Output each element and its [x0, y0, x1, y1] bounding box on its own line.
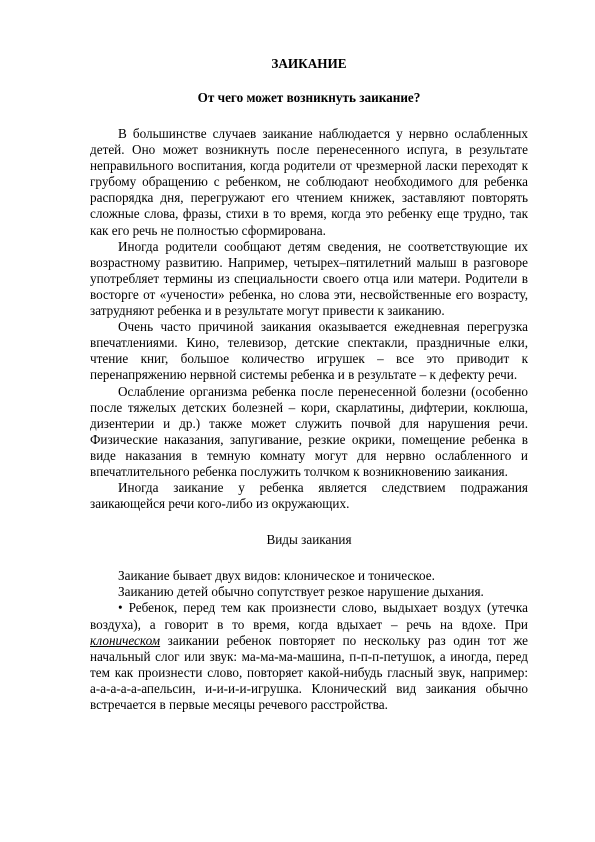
section-spacer — [90, 512, 528, 532]
emphasized-term: клоническом — [90, 632, 161, 648]
paragraph-1: В большинстве случаев заикание наблюдается у нервно ослабленных детей. Оно может возникнуть после перенесенного испуга, в результате неправильного воспитания, когда родители от чрезмерной ласки переходят к грубому обращению с ребенком, не соблюдают необходимого для ребенка распорядка дня, перегружают его чтением книжек, заставляют повторять сложные слова, фразы, стихи в то время, когда это ребенку еще трудно, так как его речь не полностью сформирована. — [90, 126, 528, 238]
paragraph-5: Иногда заикание у ребенка является следствием подражания заикающейся речи кого-либо из окружающих. — [90, 480, 528, 512]
paragraph-3: Очень часто причиной заикания оказывается ежедневная перегрузка впечатлениями. Кино, телевизор, детские спектакли, праздничные елки, чтение книг, большое количество игрушек – все это приводит к перенапряжению нервной системы ребенка и в результате – к дефекту речи. — [90, 319, 528, 383]
paragraph-8-part1: • Ребенок, перед тем как произнести слово, выдыхает воздух (утечка воздуха), а говорит в то время, когда вдыхает – речь на вдохе. При — [90, 600, 528, 632]
paragraph-7: Заиканию детей обычно сопутствует резкое нарушение дыхания. — [118, 584, 484, 600]
paragraph-6: Заикание бывает двух видов: клоническое и тоническое. — [118, 568, 435, 584]
paragraph-4: Ослабление организма ребенка после перенесенной болезни (особенно после тяжелых детских болезней – кори, скарлатины, дифтерии, коклюша, дизентерии и др.) также может служить почвой для нарушения речи. Физические наказания, запугивание, резкие окрики, помещение ребенка в виде наказания в темную комнату могут для нервно ослабленного и впечатлительного ребенка послужить толчком к возникновению заикания. — [90, 383, 528, 479]
section-heading-causes: От чего может возникнуть заикание? — [197, 90, 421, 105]
paragraph-8-part2: заикании ребенок повторяет по нескольку раз один тот же начальный слог или звук: ма-ма-ма-машина, п-п-п-петушок, а иногда, перед тем как произнести слово, повторяет какой-нибудь гласный звук, например: а-а-а-а-а-апельсин, и-и-и-и-игрушка. Клонический вид заикания обычно встречается в первые месяцы речевого расстройства. — [90, 632, 528, 712]
paragraph-2: Иногда родители сообщают детям сведения, не соответствующие их возрастному развитию. Например, четырех–пятилетний малыш в разговоре употребляет термины из специальности своего отца или матери. Родители в восторге от «учености» ребенка, но слова эти, несвойственные его возрасту, затрудняют ребенка и в результате могут привести к заиканию. — [90, 238, 528, 319]
document-content — [90, 56, 528, 713]
paragraph-8 — [90, 600, 528, 713]
section-heading-types: Виды заикания — [266, 532, 352, 548]
document-title: ЗАИКАНИЕ — [271, 56, 347, 71]
